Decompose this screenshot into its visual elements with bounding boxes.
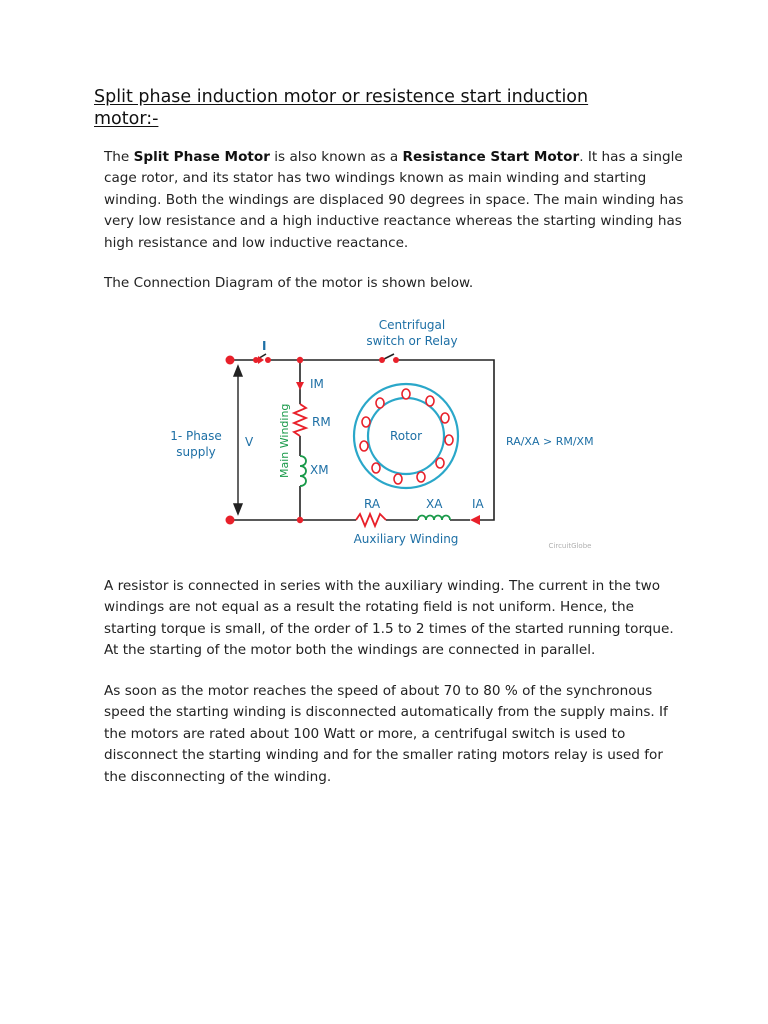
switch-contact-b — [265, 357, 271, 363]
main-winding-label: Main Winding — [278, 403, 291, 478]
intro-text-1: The — [104, 149, 134, 165]
watermark: CircuitGlobe — [548, 542, 592, 550]
auxiliary-inductor — [418, 516, 450, 521]
connection-diagram-svg — [150, 310, 620, 555]
relay-contact-a — [379, 357, 385, 363]
main-winding-resistor — [294, 404, 306, 436]
current-im-label: IM — [310, 377, 324, 391]
terminal-bottom-left — [226, 516, 235, 525]
resistance-start-motor-term: Resistance Start Motor — [402, 149, 580, 165]
intro-text-2: is also known as a — [269, 149, 403, 165]
rotor-label: Rotor — [389, 429, 423, 443]
rm-label: RM — [312, 415, 331, 429]
voltage-label: V — [245, 435, 254, 449]
circuit-wires — [230, 354, 494, 520]
ra-label: RA — [364, 497, 381, 511]
ratio-label: RA/XA > RM/XM — [506, 435, 594, 448]
supply-label-line2: supply — [176, 445, 216, 459]
switch-paragraph: As soon as the motor reaches the speed of about 70 to 80 % of the synchronous speed the starting winding is disconnected automatically from the supply mains. If the motors are rated about 100 Watt or more, a centrifugal switch is used to disconnect the starting winding and for the smaller rating motors relay is used for the disconnecting of the winding. — [104, 683, 668, 785]
resistor-paragraph: A resistor is connected in series with the auxiliary winding. The current in the two windings are not equal as a result the rotating field is not uniform. Hence, the starting torque is small, of the order of 1.5 to 2 times of the started running torque. At the starting of the motor both the windings are connected in parallel. — [104, 578, 674, 659]
current-ia-arrow — [470, 515, 480, 525]
intro-paragraph — [104, 147, 684, 254]
split-phase-motor-term: Split Phase Motor — [133, 149, 270, 165]
diagram-intro-paragraph: The Connection Diagram of the motor is shown below. — [104, 275, 474, 291]
connection-diagram — [150, 310, 620, 555]
current-i-label: I — [262, 339, 267, 353]
node-top — [297, 357, 303, 363]
intro-text-3: . It has a single cage rotor, and its stator has two windings known as main winding and starting winding. Both the windings are displaced 90 degrees in space. The main winding has very low resistance and a high inductive reactance whereas the starting winding has high resistance and low inductive reactance. — [104, 149, 684, 251]
auxiliary-winding-label: Auxiliary Winding — [353, 532, 459, 546]
terminal-top-left — [226, 356, 235, 365]
switch-label-line2: switch or Relay — [366, 334, 458, 348]
auxiliary-resistor — [356, 514, 386, 526]
xa-label: XA — [426, 497, 443, 511]
ia-label: IA — [472, 497, 484, 511]
xm-label: XM — [310, 463, 329, 477]
main-winding-inductor — [300, 456, 306, 486]
supply-label-line1: 1- Phase — [170, 429, 222, 443]
node-bottom — [297, 517, 303, 523]
page-heading: Split phase induction motor or resistence start induction motor:- — [94, 87, 589, 129]
current-im-arrow — [296, 382, 304, 390]
switch-label-line1: Centrifugal — [378, 318, 446, 332]
relay-contact-b — [393, 357, 399, 363]
voltage-arrow — [234, 366, 242, 514]
